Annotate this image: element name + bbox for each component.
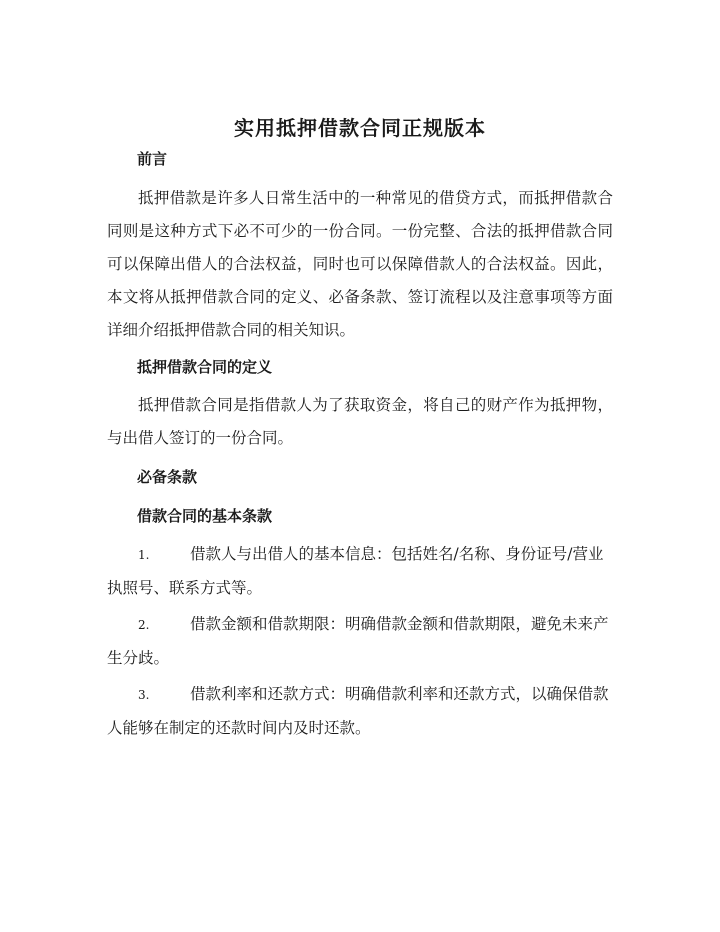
definition-paragraph: 抵押借款合同是指借款人为了获取资金，将自己的财产作为抵押物，与出借人签订的一份合同。: [107, 396, 613, 447]
list-item-number: 1.: [138, 548, 150, 562]
preface-heading: 前言: [137, 150, 168, 168]
list-item: [107, 678, 613, 745]
definition-heading: 抵押借款合同的定义: [137, 358, 273, 376]
list-item: [107, 538, 613, 605]
list-item-text: 借款金额和借款期限：明确借款金额和借款期限，避免未来产生分歧。: [107, 615, 609, 667]
list-item-text: 借款人与出借人的基本信息：包括姓名/名称、身份证号/营业执照号、联系方式等。: [107, 545, 604, 597]
required-terms-heading: 必备条款: [137, 468, 198, 486]
list-item-number: 3.: [138, 688, 150, 702]
list-item: [107, 608, 613, 675]
basic-terms-heading: 借款合同的基本条款: [137, 507, 273, 525]
list-item-number: 2.: [138, 618, 150, 632]
document-title: 实用抵押借款合同正规版本: [234, 116, 486, 140]
preface-paragraph: 抵押借款是许多人日常生活中的一种常见的借贷方式，而抵押借款合同则是这种方式下必不可少的一份合同。一份完整、合法的抵押借款合同可以保障出借人的合法权益，同时也可以保障借款人的合法权益。因此，本文将从抵押借款合同的定义、必备条款、签订流程以及注意事项等方面详细介绍抵押借款合同的相关知识。: [107, 189, 613, 339]
list-item-text: 借款利率和还款方式：明确借款利率和还款方式，以确保借款人能够在制定的还款时间内及时还款。: [107, 685, 609, 737]
